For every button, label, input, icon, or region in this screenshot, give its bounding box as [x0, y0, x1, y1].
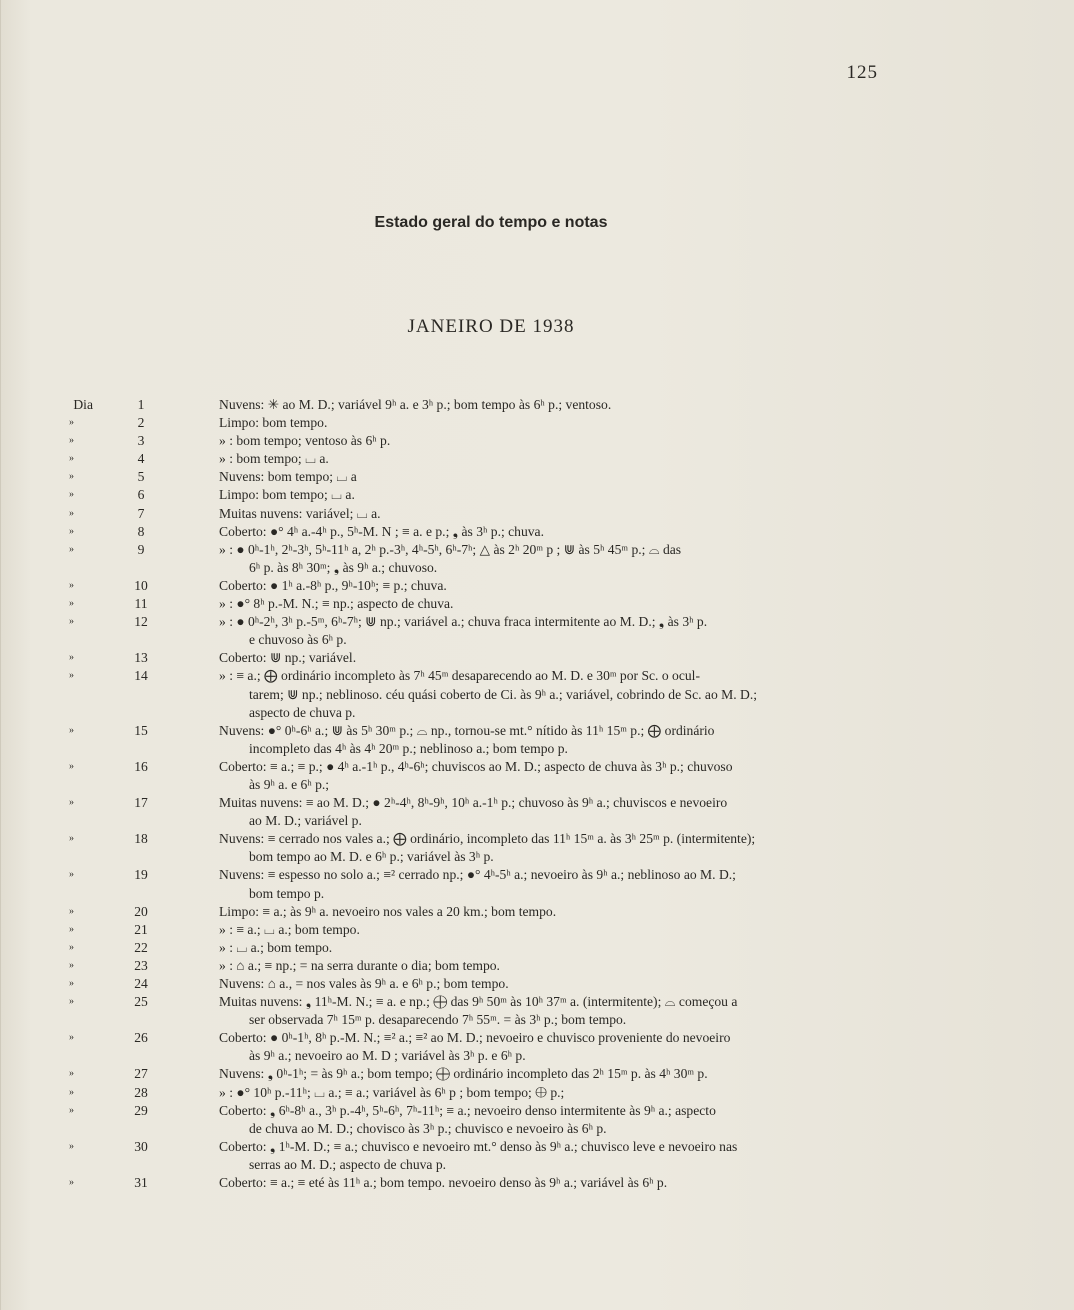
- description-line: ser observada 7ʰ 15ᵐ p. desaparecendo 7ʰ 55ᵐ. = às 3ʰ p.; bom tempo.: [249, 1012, 627, 1028]
- day-number: 21: [134, 921, 148, 937]
- description-line: » : ⌂ a.; ≡ np.; = na serra durante o dia; bom tempo.: [219, 957, 500, 973]
- weather-description: [219, 667, 885, 721]
- weather-description: [219, 396, 885, 414]
- ditto-mark: »: [69, 869, 74, 881]
- description-line: Nuvens: ✳ ao M. D.; variável 9ʰ a. e 3ʰ p.; bom tempo às 6ʰ p.; ventoso.: [219, 397, 612, 412]
- weather-description: [219, 414, 885, 432]
- day-number: 20: [134, 903, 148, 919]
- description-line: » : ≡ a.; ⨁ ordinário incompleto às 7ʰ 45ᵐ desaparecendo ao M. D. e 30ᵐ por Sc. o ocul-: [219, 668, 700, 684]
- table-row: [1, 830, 1074, 866]
- weather-description: [219, 486, 885, 504]
- ditto-mark: »: [69, 1032, 74, 1044]
- weather-description: [219, 794, 885, 830]
- table-row: [1, 541, 1074, 577]
- description-line: » : ●° 10ʰ p.-11ʰ; ⌴ a.; ≡ a.; variável às 6ʰ p ; bom tempo; ⨁ p.;: [219, 1084, 565, 1100]
- weather-description: [219, 649, 885, 667]
- description-line: bom tempo p.: [249, 885, 325, 901]
- ditto-mark: »: [69, 996, 74, 1008]
- table-row: [1, 1102, 1074, 1138]
- description-line: às 9ʰ a. e 6ʰ p.;: [249, 776, 330, 792]
- day-number: 13: [134, 650, 148, 666]
- ditto-mark: »: [69, 724, 74, 736]
- ditto-mark: »: [69, 1140, 74, 1152]
- table-row: [1, 523, 1074, 541]
- description-line: Limpo: bom tempo.: [219, 415, 328, 431]
- description-line: aspecto de chuva p.: [249, 704, 356, 720]
- table-row: [1, 595, 1074, 613]
- weather-description: [219, 523, 885, 541]
- table-row: [1, 903, 1074, 921]
- day-number: 9: [137, 541, 145, 557]
- weather-description: [219, 1102, 885, 1138]
- table-row: [1, 1029, 1074, 1065]
- weather-description: [219, 1065, 885, 1083]
- day-number: 19: [134, 867, 148, 883]
- description-line: ao M. D.; variável p.: [249, 813, 362, 829]
- day-number: 6: [137, 487, 145, 503]
- description-line: » : ● 0ʰ-1ʰ, 2ʰ-3ʰ, 5ʰ-11ʰ a, 2ʰ p.-3ʰ, 4ʰ-5ʰ, 6ʰ-7ʰ; △ às 2ʰ 20ᵐ p ; ⋓ às 5ʰ 45ᵐ p.; ⌓ das: [219, 541, 682, 557]
- description-line: tarem; ⋓ np.; neblinoso. céu quási coberto de Ci. às 9ʰ a.; variável, cobrindo de Sc. ao M. D.;: [249, 686, 758, 702]
- table-row: [1, 414, 1074, 432]
- description-line: Coberto: ❟ 6ʰ-8ʰ a., 3ʰ p.-4ʰ, 5ʰ-6ʰ, 7ʰ-11ʰ; ≡ a.; nevoeiro denso intermitente às 9ʰ a.; aspecto: [219, 1102, 716, 1118]
- ditto-mark: »: [69, 652, 74, 664]
- ditto-mark: »: [69, 1104, 74, 1116]
- ditto-mark: »: [69, 959, 74, 971]
- weather-description: [219, 450, 885, 468]
- description-line: » : ●° 8ʰ p.-M. N.; ≡ np.; aspecto de chuva.: [219, 596, 454, 612]
- day-number: 15: [134, 722, 148, 738]
- day-number: 31: [134, 1175, 148, 1191]
- table-row: [1, 975, 1074, 993]
- table-row: [1, 794, 1074, 830]
- description-line: » : bom tempo; ventoso às 6ʰ p.: [219, 433, 391, 449]
- table-row: [1, 722, 1074, 758]
- description-line: Coberto: ❟ 1ʰ-M. D.; ≡ a.; chuvisco e nevoeiro mt.° denso às 9ʰ a.; chuvisco leve e nevoeiro nas: [219, 1138, 738, 1154]
- description-line: Coberto: ● 0ʰ-1ʰ, 8ʰ p.-M. N.; ≡² a.; ≡² ao M. D.; nevoeiro e chuvisco proveniente do nevoeiro: [219, 1030, 731, 1046]
- weather-description: [219, 432, 885, 450]
- table-row: [1, 432, 1074, 450]
- day-number: 30: [134, 1138, 148, 1154]
- weather-description: [219, 957, 885, 975]
- ditto-mark: »: [69, 1068, 74, 1080]
- table-row: [1, 577, 1074, 595]
- table-row: [1, 921, 1074, 939]
- day-number: 29: [134, 1102, 148, 1118]
- description-line: 6ʰ p. às 8ʰ 30ᵐ; ❟ às 9ʰ a.; chuvoso.: [249, 559, 438, 575]
- day-number: 8: [137, 523, 145, 539]
- weather-description: [219, 468, 885, 486]
- description-line: Coberto: ● 1ʰ a.-8ʰ p., 9ʰ-10ʰ; ≡ p.; chuva.: [219, 577, 447, 593]
- table-row: [1, 1138, 1074, 1174]
- day-number: 18: [134, 831, 148, 847]
- weather-description: [219, 975, 885, 993]
- ditto-mark: »: [69, 1177, 74, 1189]
- day-number: 11: [134, 596, 148, 612]
- table-row: [1, 649, 1074, 667]
- day-number: 28: [134, 1084, 148, 1100]
- table-row: [1, 486, 1074, 504]
- ditto-mark: »: [69, 1086, 74, 1098]
- ditto-mark: »: [69, 417, 74, 429]
- description-line: Coberto: ●° 4ʰ a.-4ʰ p., 5ʰ-M. N ; ≡ a. e p.; ❟ às 3ʰ p.; chuva.: [219, 523, 544, 539]
- ditto-mark: »: [69, 833, 74, 845]
- day-number: 4: [137, 451, 145, 467]
- table-row: [1, 758, 1074, 794]
- table-row: [1, 957, 1074, 975]
- description-line: incompleto das 4ʰ às 4ʰ 20ᵐ p.; neblinoso a.; bom tempo p.: [249, 740, 568, 756]
- description-line: Limpo: bom tempo; ⌴ a.: [219, 487, 355, 503]
- description-line: Nuvens: bom tempo; ⌴ a: [219, 469, 357, 485]
- table-row: [1, 505, 1074, 523]
- description-line: Nuvens: ❟ 0ʰ-1ʰ; = às 9ʰ a.; bom tempo; ⨁ ordinário incompleto das 2ʰ 15ᵐ p. às 4ʰ 30ᵐ p.: [219, 1066, 708, 1082]
- day-number: 12: [134, 614, 148, 630]
- day-number: 16: [134, 758, 148, 774]
- weather-description: [219, 758, 885, 794]
- description-line: Nuvens: ≡ espesso no solo a.; ≡² cerrado np.; ●° 4ʰ-5ʰ a.; nevoeiro às 9ʰ a.; neblinoso ao M. D.;: [219, 867, 736, 883]
- day-number: 5: [137, 469, 145, 485]
- day-number: 23: [134, 957, 148, 973]
- weather-description: [219, 939, 885, 957]
- weather-description: [219, 595, 885, 613]
- page-number: 125: [846, 62, 878, 83]
- day-number: 27: [134, 1066, 148, 1082]
- description-line: Coberto: ≡ a.; ≡ eté às 11ʰ a.; bom tempo. nevoeiro denso às 9ʰ a.; variável às 6ʰ p.: [219, 1175, 668, 1191]
- description-line: às 9ʰ a.; nevoeiro ao M. D ; variável às 3ʰ p. e 6ʰ p.: [249, 1048, 526, 1064]
- description-line: » : ● 0ʰ-2ʰ, 3ʰ p.-5ᵐ, 6ʰ-7ʰ; ⋓ np.; variável a.; chuva fraca intermitente ao M. D.; ❟ às 3ʰ p.: [219, 614, 708, 630]
- weather-description: [219, 613, 885, 649]
- ditto-mark: »: [69, 797, 74, 809]
- day-number: 25: [134, 994, 148, 1010]
- weather-description: [219, 541, 885, 577]
- ditto-mark: »: [69, 978, 74, 989]
- description-line: Coberto: ⋓ np.; variável.: [219, 650, 357, 666]
- description-line: de chuva ao M. D.; chovisco às 3ʰ p.; chuvisco e nevoeiro às 6ʰ p.: [249, 1120, 607, 1136]
- weather-description: [219, 1138, 885, 1174]
- description-line: » : ⌴ a.; bom tempo.: [219, 939, 333, 955]
- description-line: Coberto: ≡ a.; ≡ p.; ● 4ʰ a.-1ʰ p., 4ʰ-6ʰ; chuviscos ao M. D.; aspecto de chuva às 3ʰ p.; chuvoso: [219, 758, 733, 774]
- day-number: 17: [134, 795, 148, 811]
- day-number: 10: [134, 577, 148, 593]
- day-number: 26: [134, 1030, 148, 1046]
- description-line: Limpo: ≡ a.; às 9ʰ a. nevoeiro nos vales a 20 km.; bom tempo.: [219, 903, 557, 919]
- weather-description: [219, 993, 885, 1029]
- description-line: bom tempo ao M. D. e 6ʰ p.; variável às 3ʰ p.: [249, 849, 494, 865]
- weather-description: [219, 866, 885, 902]
- description-line: Nuvens: ●° 0ʰ-6ʰ a.; ⋓ às 5ʰ 30ᵐ p.; ⌓ np., tornou-se mt.° nítido às 11ʰ 15ᵐ p.; ⨁ ordinário: [219, 722, 715, 738]
- ditto-mark: »: [69, 435, 74, 447]
- description-line: Muitas nuvens: ≡ ao M. D.; ● 2ʰ-4ʰ, 8ʰ-9ʰ, 10ʰ a.-1ʰ p.; chuvoso às 9ʰ a.; chuviscos e nevoeiro: [219, 795, 728, 811]
- ditto-mark: »: [69, 525, 74, 537]
- month-title: JANEIRO DE 1938: [407, 316, 575, 337]
- description-line: Muitas nuvens: ❟ 11ʰ-M. N.; ≡ a. e np.; ⨁ das 9ʰ 50ᵐ às 10ʰ 37ᵐ a. (intermitente); ⌓ começou a: [219, 994, 738, 1010]
- ditto-mark: »: [69, 598, 74, 610]
- table-row: [1, 667, 1074, 721]
- ditto-mark: »: [69, 905, 74, 917]
- ditto-mark: »: [69, 471, 74, 483]
- ditto-mark: »: [69, 760, 74, 772]
- description-line: Nuvens: ≡ cerrado nos vales a.; ⨁ ordinário, incompleto das 11ʰ 15ᵐ a. às 3ʰ 25ᵐ p. (intermitente);: [219, 831, 756, 847]
- ditto-mark: »: [69, 453, 74, 465]
- weather-description: [219, 1084, 885, 1102]
- weather-description: [219, 1029, 885, 1065]
- day-number: 7: [137, 505, 145, 521]
- weather-description: [219, 722, 885, 758]
- table-row: [1, 1065, 1074, 1083]
- section-title: Estado geral do tempo e notas: [374, 214, 608, 231]
- table-row: [1, 450, 1074, 468]
- day-number: 24: [134, 976, 148, 991]
- table-row: [1, 866, 1074, 902]
- description-line: » : ≡ a.; ⌴ a.; bom tempo.: [219, 921, 360, 937]
- day-number: 2: [137, 415, 145, 431]
- table-row: [1, 1084, 1074, 1102]
- ditto-mark: »: [69, 489, 74, 501]
- weather-description: [219, 1174, 885, 1192]
- day-number: 3: [137, 433, 145, 449]
- weather-description: [219, 903, 885, 921]
- day-number: 1: [137, 397, 145, 412]
- ditto-mark: »: [69, 923, 74, 935]
- table-row: [1, 613, 1074, 649]
- day-number: 14: [134, 668, 148, 684]
- day-number: 22: [134, 939, 148, 955]
- description-line: » : bom tempo; ⌴ a.: [219, 451, 329, 467]
- weather-description: [219, 921, 885, 939]
- day-label: Dia: [73, 397, 93, 412]
- description-line: serras ao M. D.; aspecto de chuva p.: [249, 1156, 447, 1172]
- table-row: [1, 993, 1074, 1029]
- weather-description: [219, 830, 885, 866]
- ditto-mark: »: [69, 616, 74, 628]
- ditto-mark: »: [69, 670, 74, 682]
- ditto-mark: »: [69, 941, 74, 953]
- description-line: e chuvoso às 6ʰ p.: [249, 632, 347, 648]
- ditto-mark: »: [69, 507, 74, 519]
- table-row: [1, 1174, 1074, 1192]
- weather-description: [219, 505, 885, 523]
- ditto-mark: »: [69, 579, 74, 591]
- table-row: [1, 396, 1074, 414]
- description-line: Muitas nuvens: variável; ⌴ a.: [219, 505, 381, 521]
- weather-description: [219, 577, 885, 595]
- daily-weather-table: [1, 396, 1074, 1192]
- table-row: [1, 468, 1074, 486]
- ditto-mark: »: [69, 543, 74, 555]
- table-row: [1, 939, 1074, 957]
- description-line: Nuvens: ⌂ a., = nos vales às 9ʰ a. e 6ʰ p.; bom tempo.: [219, 976, 509, 991]
